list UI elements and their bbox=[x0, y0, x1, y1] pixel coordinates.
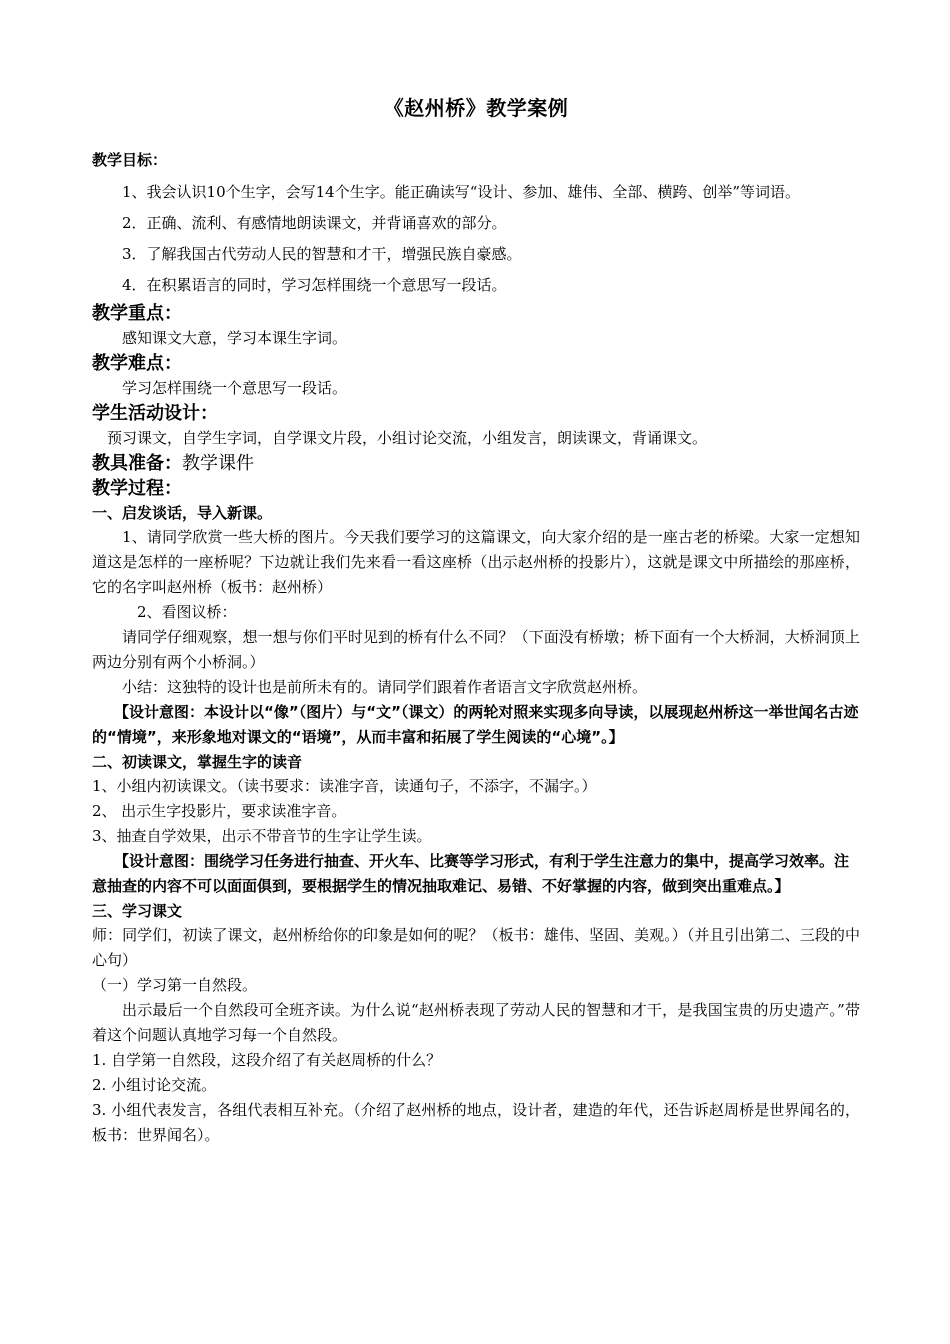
section3-item-3: 3. 小组代表发言，各组代表相互补充。（介绍了赵州桥的地点，设计者，建造的年代，还告诉赵周桥是世界闻名的，板书：世界闻名）。 bbox=[92, 1101, 860, 1144]
tools-text: 教学课件 bbox=[182, 453, 254, 474]
section3-item-2: 2. 小组讨论交流。 bbox=[92, 1076, 217, 1094]
section1-design-intent: 【设计意图：本设计以“像”（图片）与“文”（课文）的两轮对照来实现多向导读，以展现赵州桥这一举世闻名古迹的“情境”，来形象地对课文的“语境”，从而丰富和拓展了学生阅读的“心境”。】 bbox=[92, 703, 859, 746]
section2-item-1: 1、小组内初读课文。（读书要求：读准字音，读通句子，不添字，不漏字。） bbox=[92, 777, 597, 795]
section3-paragraph-3: 出示最后一个自然段可全班齐读。为什么说“赵州桥表现了劳动人民的智慧和才干，是我国宝贵的历史遗产。”带着这个问题认真地学习每一个自然段。 bbox=[92, 1001, 860, 1044]
difficulties-heading: 教学难点： bbox=[92, 353, 182, 374]
objective-3: 3．了解我国古代劳动人民的智慧和才干，增强民族自豪感。 bbox=[122, 245, 522, 263]
objective-1: 1、我会认识10个生字，会写14个生字。能正确读写“设计、参加、雄伟、全部、横跨、创举”等词语。 bbox=[122, 183, 801, 201]
section3-item-1: 1. 自学第一自然段，这段介绍了有关赵周桥的什么？ bbox=[92, 1051, 442, 1069]
section1-paragraph-1: 1、请同学欣赏一些大桥的图片。今天我们要学习的这篇课文，向大家介绍的是一座古老的桥梁。大家一定想知道这是怎样的一座桥呢？下边就让我们先来看一看这座桥（出示赵州桥的投影片），这就是课文中所描绘的那座桥，它的名字叫赵州桥（板书：赵州桥） bbox=[92, 528, 860, 596]
process-heading: 教学过程： bbox=[92, 478, 182, 499]
key-points-text: 感知课文大意，学习本课生字词。 bbox=[122, 329, 348, 347]
section3-paragraph-1: 师：同学们，初读了课文，赵州桥给你的印象是如何的呢？（板书：雄伟、坚固、美观。）（并且引出第二、三段的中心句） bbox=[92, 926, 860, 969]
activities-text: 预习课文，自学生字词，自学课文片段，小组讨论交流，小组发言，朗读课文，背诵课文。 bbox=[107, 429, 708, 447]
section1-paragraph-4: 小结：这独特的设计也是前所未有的。请同学们跟着作者语言文字欣赏赵州桥。 bbox=[122, 678, 648, 696]
tools-heading: 教具准备： bbox=[92, 453, 182, 474]
difficulties-text: 学习怎样围绕一个意思写一段话。 bbox=[122, 379, 348, 397]
objective-2: 2．正确、流利、有感情地朗读课文，并背诵喜欢的部分。 bbox=[122, 214, 507, 232]
section1-heading: 一、启发谈话，导入新课。 bbox=[92, 504, 273, 522]
section2-heading: 二、初读课文，掌握生字的读音 bbox=[92, 753, 303, 771]
objectives-heading: 教学目标： bbox=[92, 151, 168, 169]
key-points-heading: 教学重点： bbox=[92, 303, 182, 324]
section2-item-2: 2、 出示生字投影片，要求读准字音。 bbox=[92, 802, 347, 820]
section1-paragraph-2: 2、看图议桥： bbox=[137, 603, 237, 621]
section2-item-3: 3、抽查自学效果，出示不带音节的生字让学生读。 bbox=[92, 827, 432, 845]
objective-4: 4．在积累语言的同时，学习怎样围绕一个意思写一段话。 bbox=[122, 276, 507, 294]
section2-design-intent: 【设计意图：围绕学习任务进行抽查、开火车、比赛等学习形式，有利于学生注意力的集中，提高学习效率。注意抽查的内容不可以面面俱到，要根据学生的情况抽取难记、易错、不好掌握的内容，做到突出重难点。】 bbox=[92, 852, 850, 895]
section3-paragraph-2: （一）学习第一自然段。 bbox=[92, 976, 258, 994]
activities-heading: 学生活动设计： bbox=[92, 403, 218, 424]
tools-line bbox=[92, 451, 860, 476]
section3-heading: 三、学习课文 bbox=[92, 902, 183, 920]
section1-paragraph-3: 请同学仔细观察，想一想与你们平时见到的桥有什么不同？（下面没有桥墩；桥下面有一个大桥洞，大桥洞顶上两边分别有两个小桥洞。） bbox=[92, 628, 860, 671]
document-title: 《赵州桥》教学案例 bbox=[383, 96, 569, 120]
document-page bbox=[92, 92, 860, 1148]
